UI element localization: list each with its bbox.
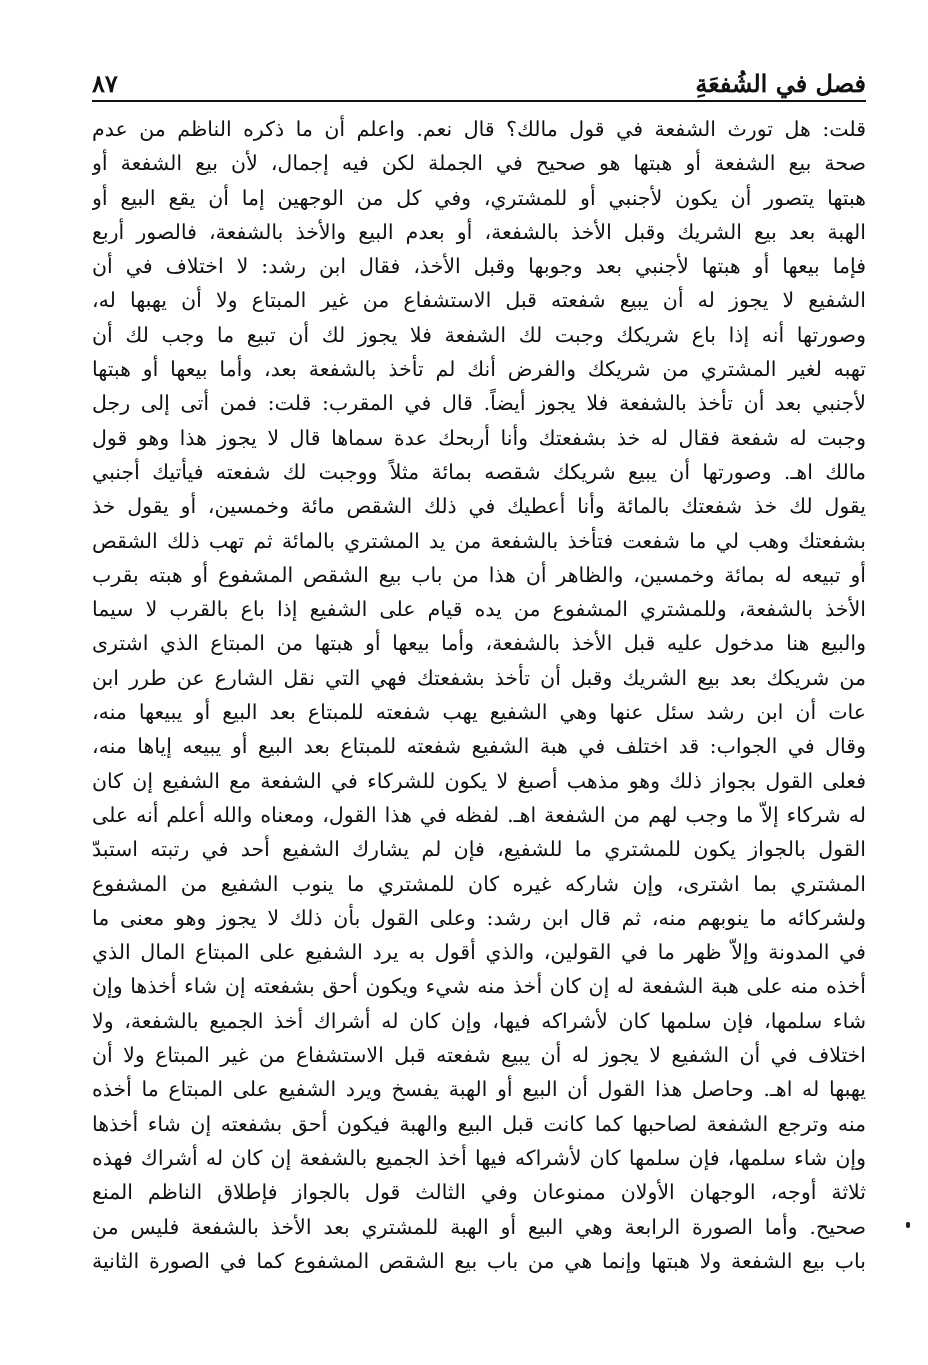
text-line: له شركاء إلاّ ما وجب لهم من الشفعة اهـ. لفظه في هذا القول، ومعناه والله أعلم أنه على: [92, 802, 866, 827]
text-line: القول بالجواز يكون للمشتري ما للشفيع، فإن لم يشارك الشفيع أحد في رتبته استبدّ: [92, 837, 866, 862]
text-line: المشتري بما اشترى، وإن شاركه غيره كان للمشتري ما ينوب الشفيع من المشفوع: [92, 871, 866, 896]
text-line: ثلاثة أوجه، الوجهان الأولان ممنوعان وفي الثالث قول بالجواز فإطلاق الناظم المنع: [92, 1180, 866, 1205]
body-text: [92, 112, 866, 1278]
header-rule: [92, 100, 866, 102]
text-line: هبتها يتصور أن يكون لأجنبي أو للمشتري، وفي كل من الوجهين إما أن يقع البيع أو: [92, 185, 866, 210]
text-line: وجبت له شفعة فقال له خذ بشفعتك وأنا أربحك عدة سماها قال لا يجوز هذا وهو قول: [92, 425, 866, 450]
text-line: الشفيع لا يجوز له أن يبيع شفعته قبل الاستشفاع من غير المبتاع ولا أن يهبها له،: [92, 288, 866, 313]
running-head: [92, 60, 866, 100]
text-line: صحيح. وأما الصورة الرابعة وهي البيع أو الهبة للمشتري بعد الأخذ بالشفعة فليس من: [92, 1214, 866, 1239]
text-line: قلت: هل تورث الشفعة في قول مالك؟ قال نعم. واعلم أن ما ذكره الناظم من عدم: [92, 117, 866, 141]
text-line: في المدونة وإلاّ ظهر ما في القولين، والذي أقول به يرد الشفيع على المبتاع المال الذي: [92, 940, 866, 965]
text-line: صحة بيع الشفعة أو هبتها هو صحيح في الجملة لكن فيه إجمال، لأن بيع الشفعة أو: [92, 151, 866, 176]
text-line: الأخذ بالشفعة، وللمشتري المشفوع من يده قيام على الشفيع إذا باع بالقرب لا سيما: [92, 597, 866, 622]
text-line: يهبها له اهـ. وحاصل هذا القول أن البيع أو الهبة يفسخ ويرد الشفيع على المبتاع ما أخذه: [92, 1077, 866, 1102]
text-line: من شريكك بعد بيع الشريك وقبل أن تأخذ بشفعتك فهي التي نقل الشارع عن طرر ابن: [92, 665, 866, 690]
text-line: مالك اهـ. وصورتها أن يبيع شريكك شقصه بمائة مثلاً ووجبت لك شفعته فيأتيك أجنبي: [92, 459, 866, 484]
text-line: بشفعتك وهب لي ما شفعت فتأخذ بالشفعة من يد المشتري بالمائة ثم تهب ذلك الشقص: [92, 528, 866, 553]
text-line: يقول لك خذ شفعتك بالمائة وأنا أعطيك في ذلك الشقص مائة وخمسين، أو يقول خذ: [92, 494, 866, 519]
text-line: فعلى القول بجواز ذلك وهو مذهب أصبغ لا يكون للشركاء في الشفعة مع الشفيع إن كان: [92, 768, 866, 793]
page-number: ٨٧: [92, 69, 118, 98]
text-line: أو تبيعه له بمائة وخمسين، والظاهر أن هذا من باب بيع الشقص المشفوع أو هبته بقرب: [92, 562, 866, 587]
text-line: باب بيع الشفعة ولا هبتها وإنما هي من باب بيع الشقص المشفوع كما في الصورة الثانية: [92, 1248, 866, 1273]
text-line: شاء سلمها، فإن سلمها كان لأشراكه فيها، وإن كان له أشراك أخذ الجميع بالشفعة، ولا: [92, 1008, 866, 1033]
text-line: والبيع هنا مدخول عليه قبل الأخذ بالشفعة، وأما بيعها أو هبتها من المبتاع الذي اشترى: [92, 631, 866, 656]
text-line: لأجنبي بعد أن تأخذ بالشفعة فلا يجوز أيضاً. قال في المقرب: قلت: فمن أتى إلى رجل: [92, 391, 866, 416]
text-line: أخذه منه على هبة الشفعة له إن كان أخذ منه شيء ويكون أحق بشفعته إن شاء أخذها وإن: [92, 974, 866, 999]
text-line: منه وترجع الشفعة لصاحبها كما كانت قبل البيع والهبة فيكون أحق بشفعته إن شاء أخذها: [92, 1111, 866, 1136]
text-line: فإما بيعها أو هبتها لأجنبي بعد وجوبها وقبل الأخذ، فقال ابن رشد: لا اختلاف في أن: [92, 254, 866, 279]
text-line: عات أن ابن رشد سئل عنها وهي الشفيع يهب شفعته للمبتاع بعد البيع أو يبيعها منه،: [92, 700, 866, 725]
margin-mark: [906, 1222, 910, 1228]
section-title: فصل في الشُفعَةِ: [695, 69, 866, 98]
text-line: وقال في الجواب: قد اختلف في هبة الشفيع شفعته للمبتاع بعد البيع أو يبيعه إياها منه،: [92, 734, 866, 759]
text-line: الهبة بعد بيع الشريك وقبل الأخذ بالشفعة، أو بعدم البيع والأخذ بالشفعة، فالصور أربع: [92, 219, 866, 244]
text-line: وإن شاء سلمها، فإن سلمها كان لأشراكه فيها أخذ الجميع بالشفعة إن كان له أشراك فهذه: [92, 1145, 866, 1170]
text-line: وصورتها أنه إذا باع شريكك وجبت لك الشفعة فلا يجوز لك أن تبيع ما وجب لك أن: [92, 322, 866, 347]
document-page: [92, 60, 866, 1330]
text-line: تهبه لغير المشتري من شريكك والفرض أنك لم تأخذ بالشفعة بعد، وأما بيعها أو هبتها: [92, 357, 866, 382]
text-line: ولشركائه ما ينوبهم منه، ثم قال ابن رشد: وعلى القول بأن ذلك لا يجوز وهو معنى ما: [92, 905, 866, 930]
text-line: اختلاف في أن الشفيع لا يجوز له أن يبيع شفعته قبل الاستشفاع من غير المبتاع ولا أن: [92, 1043, 866, 1068]
